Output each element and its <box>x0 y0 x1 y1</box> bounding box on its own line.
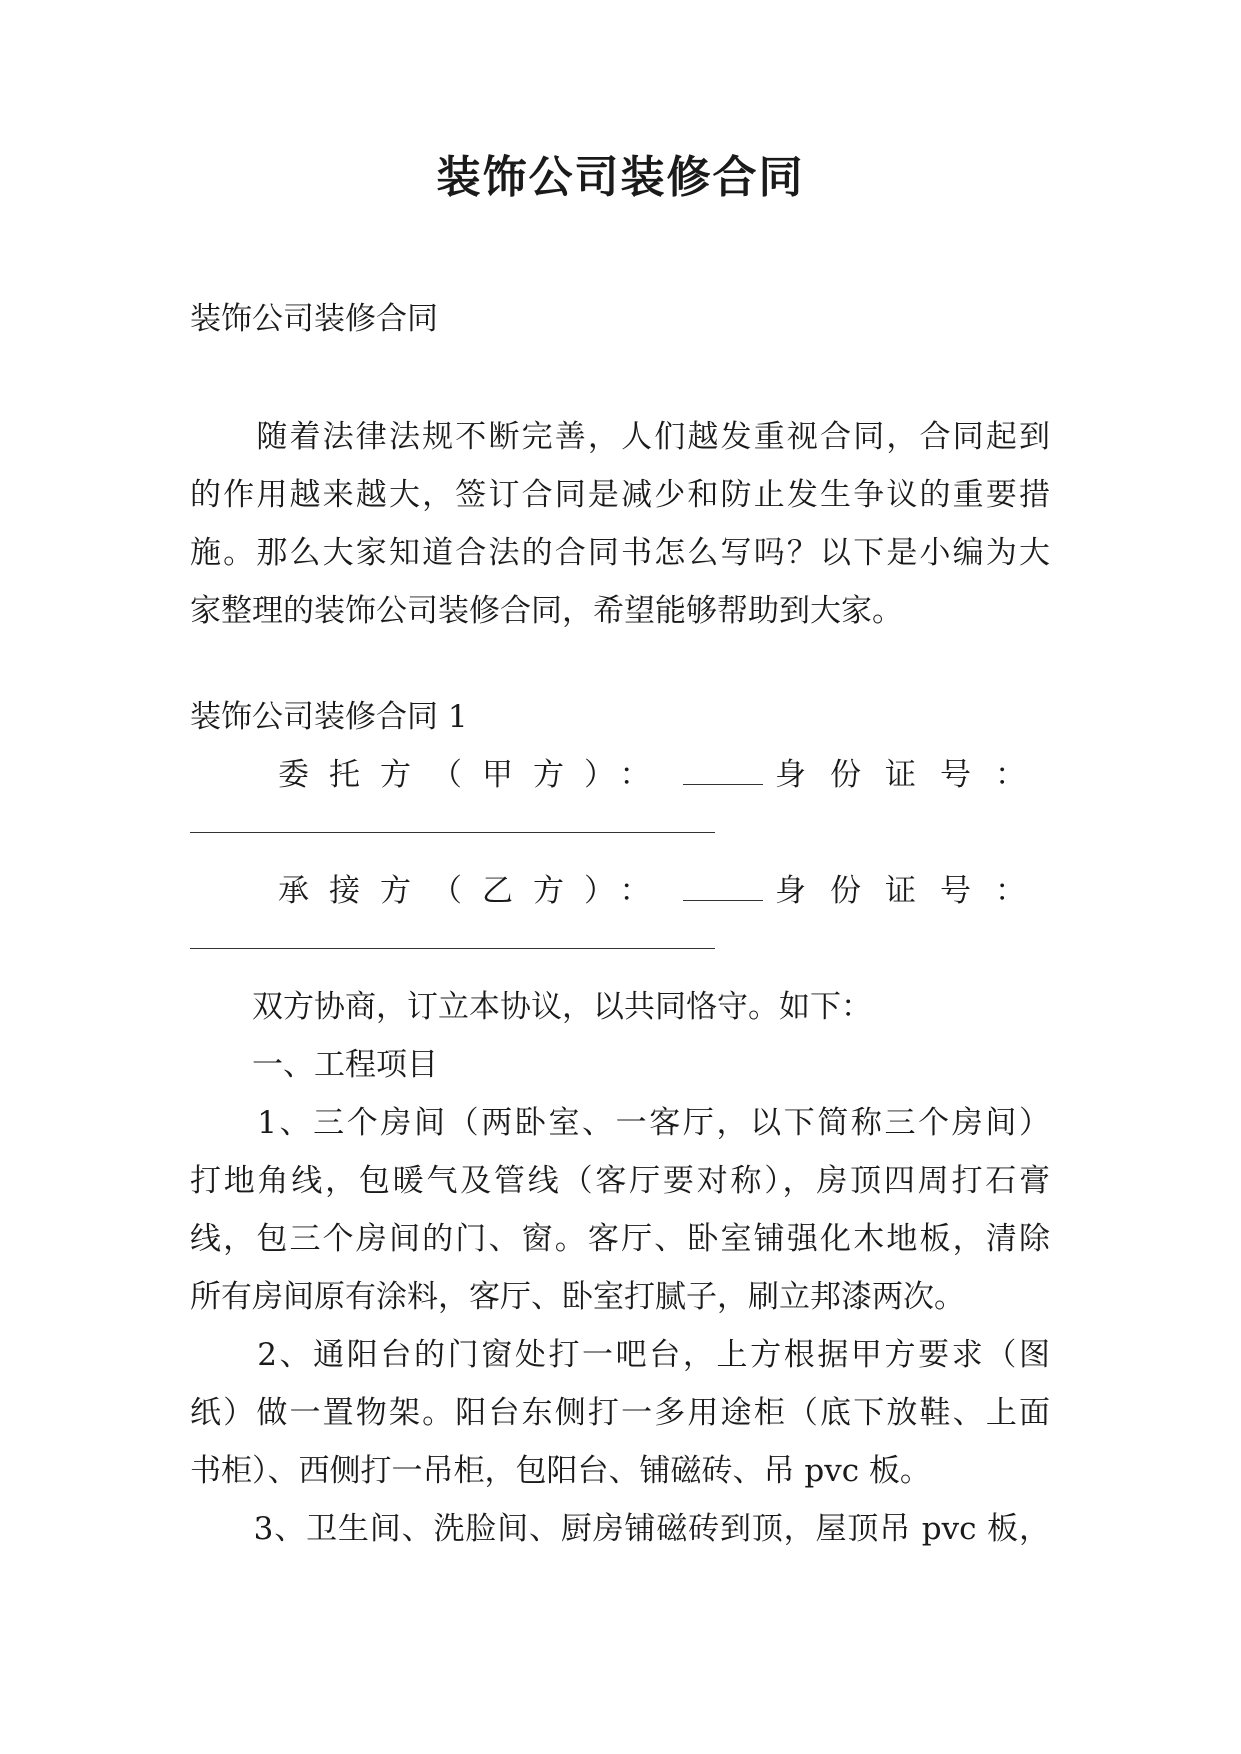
body-line: 打地角线，包暖气及管线（客厅要对称），房顶四周打石膏 <box>190 1163 1050 1199</box>
party-b-row <box>190 862 1050 920</box>
intro-line: 随着法律法规不断完善，人们越发重视合同，合同起到 <box>190 419 1050 455</box>
party-b-id-label: 身份证号： <box>775 873 1050 909</box>
body-line: 所有房间原有涂料，客厅、卧室打腻子，刷立邦漆两次。 <box>190 1279 965 1315</box>
body-line: 书柜）、西侧打一吊柜，包阳台、铺磁砖、吊 pvc 板。 <box>190 1453 931 1489</box>
party-a-id-blank-line <box>190 804 1050 862</box>
party-b-label: 承接方（乙方）： <box>278 873 671 909</box>
body-line: 一、工程项目 <box>190 1047 438 1083</box>
section-heading: 装饰公司装修合同 1 <box>190 699 468 735</box>
party-b-name-blank <box>683 870 764 901</box>
party-b-id-blank <box>190 948 715 949</box>
party-b-id-blank-line <box>190 920 1050 978</box>
body-line: 纸）做一置物架。阳台东侧打一多用途柜（底下放鞋、上面 <box>190 1395 1050 1431</box>
document-subtitle: 装饰公司装修合同 <box>190 301 438 337</box>
party-a-name-blank <box>683 754 764 785</box>
body-line: 2、通阳台的门窗处打一吧台，上方根据甲方要求（图 <box>190 1337 1050 1373</box>
intro-line: 施。那么大家知道合法的合同书怎么写吗？以下是小编为大 <box>190 535 1050 571</box>
intro-line: 家整理的装饰公司装修合同，希望能够帮助到大家。 <box>190 593 903 629</box>
intro-line: 的作用越来越大，签订合同是减少和防止发生争议的重要措 <box>190 477 1050 513</box>
document-body <box>190 290 1050 1558</box>
party-a-id-label: 身份证号： <box>775 757 1050 793</box>
body-line: 3、卫生间、洗脸间、厨房铺磁砖到顶，屋顶吊 pvc 板， <box>190 1511 1050 1547</box>
document-title: 装饰公司装修合同 <box>436 152 805 203</box>
body-line: 1、三个房间（两卧室、一客厅，以下简称三个房间） <box>190 1105 1050 1141</box>
party-a-label: 委托方（甲方）： <box>278 757 671 793</box>
body-line: 线，包三个房间的门、窗。客厅、卧室铺强化木地板，清除 <box>190 1221 1050 1257</box>
party-a-row <box>190 746 1050 804</box>
body-line: 双方协商，订立本协议，以共同恪守。如下： <box>190 989 872 1025</box>
party-a-id-blank <box>190 832 715 833</box>
